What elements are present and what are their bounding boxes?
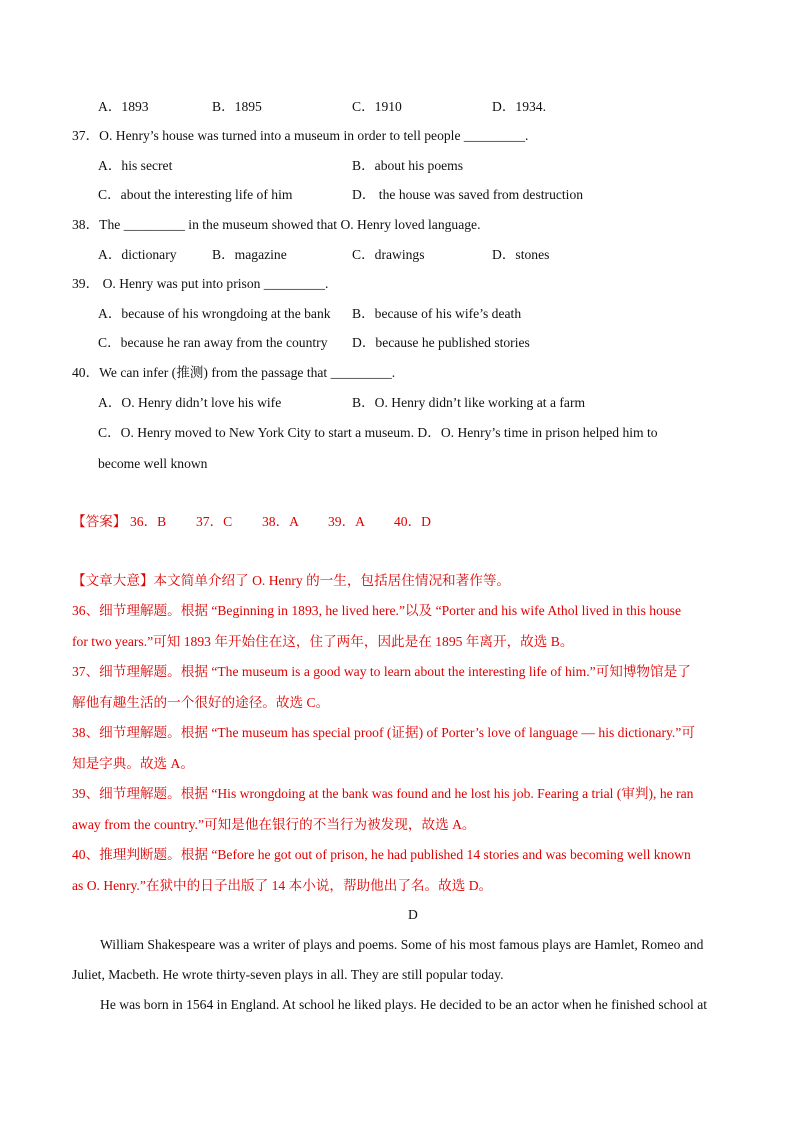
explanation-line: 知是字典。故选 A。 [72, 756, 194, 771]
explanation-line: 39、细节理解题。根据 “His wrongdoing at the bank was found and he lost his job. Fearing a trial (审判), he ran [72, 786, 694, 801]
explanation-line: away from the country.”可知是他在银行的不当行为被发现，故选 A。 [72, 817, 476, 832]
q37-option-a: A．his secret [98, 158, 173, 173]
q40-option-b: B．O. Henry didn’t like working at a farm [352, 395, 586, 410]
answer-40: 40．D [394, 514, 432, 529]
q40-stem: 40．We can infer (推测) from the passage that _________. [72, 365, 396, 380]
explanation-line: 37、细节理解题。根据 “The museum is a good way to learn about the interesting life of him.”可知博物馆是了 [72, 664, 691, 679]
q38-option-d: D．stones [492, 247, 550, 262]
passage-line: He was born in 1564 in England. At school he liked plays. He decided to be an actor when he finished school at [100, 997, 708, 1012]
answer-39: 39．A [328, 514, 366, 529]
q38-option-c: C．drawings [352, 247, 425, 262]
q36-option-c: C．1910 [352, 99, 402, 114]
q36-option-a: A．1893 [98, 99, 149, 114]
q36-option-b: B．1895 [212, 99, 262, 114]
explanation-line: 38、细节理解题。根据 “The museum has special proof (证据) of Porter’s love of language — his dictionary.”可 [72, 725, 695, 740]
explanation-line: 40、推理判断题。根据 “Before he got out of prison, he had published 14 stories and was becoming well known [72, 847, 691, 862]
explanation-line: 解他有趣生活的一个很好的途径。故选 C。 [72, 695, 330, 710]
answer-36: 36．B [130, 514, 167, 529]
q37-option-b: B．about his poems [352, 158, 464, 173]
explanation-summary: 【文章大意】本文简单介绍了 O. Henry 的一生，包括居住情况和著作等。 [72, 573, 511, 588]
explanation-line: for two years.”可知 1893 年开始住在这，住了两年，因此是在 1895 年离开，故选 B。 [72, 634, 574, 649]
q38-option-a: A．dictionary [98, 247, 177, 262]
q38-option-b: B．magazine [212, 247, 287, 262]
q37-stem: 37．O. Henry’s house was turned into a museum in order to tell people _________. [72, 128, 529, 143]
q37-option-c: C．about the interesting life of him [98, 187, 293, 202]
answer-38: 38．A [262, 514, 300, 529]
q40-option-cd: C．O. Henry moved to New York City to start a museum. D．O. Henry’s time in prison helped him to [98, 425, 658, 440]
q38-stem: 38．The _________ in the museum showed that O. Henry loved language. [72, 217, 481, 232]
section-heading: D [408, 907, 418, 922]
passage-line: Juliet, Macbeth. He wrote thirty-seven plays in all. They are still popular today. [72, 967, 504, 982]
q39-option-a: A．because of his wrongdoing at the bank [98, 306, 331, 321]
q39-option-c: C．because he ran away from the country [98, 335, 328, 350]
q36-option-d: D．1934. [492, 99, 546, 114]
q39-stem: 39． O. Henry was put into prison _________. [72, 276, 329, 291]
q37-option-d: D． the house was saved from destruction [352, 187, 584, 202]
answer-label: 【答案】 [72, 514, 127, 529]
passage-line: William Shakespeare was a writer of plays and poems. Some of his most famous plays are Hamlet, Romeo and [100, 937, 704, 952]
answer-37: 37．C [196, 514, 233, 529]
q39-option-d: D．because he published stories [352, 335, 530, 350]
q39-option-b: B．because of his wife’s death [352, 306, 522, 321]
q40-option-d-continued: become well known [98, 456, 208, 471]
explanation-line: 36、细节理解题。根据 “Beginning in 1893, he lived here.”以及 “Porter and his wife Athol lived in this house [72, 603, 681, 618]
q40-option-a: A．O. Henry didn’t love his wife [98, 395, 282, 410]
explanation-line: as O. Henry.”在狱中的日子出版了 14 本小说，帮助他出了名。故选 D。 [72, 878, 493, 893]
